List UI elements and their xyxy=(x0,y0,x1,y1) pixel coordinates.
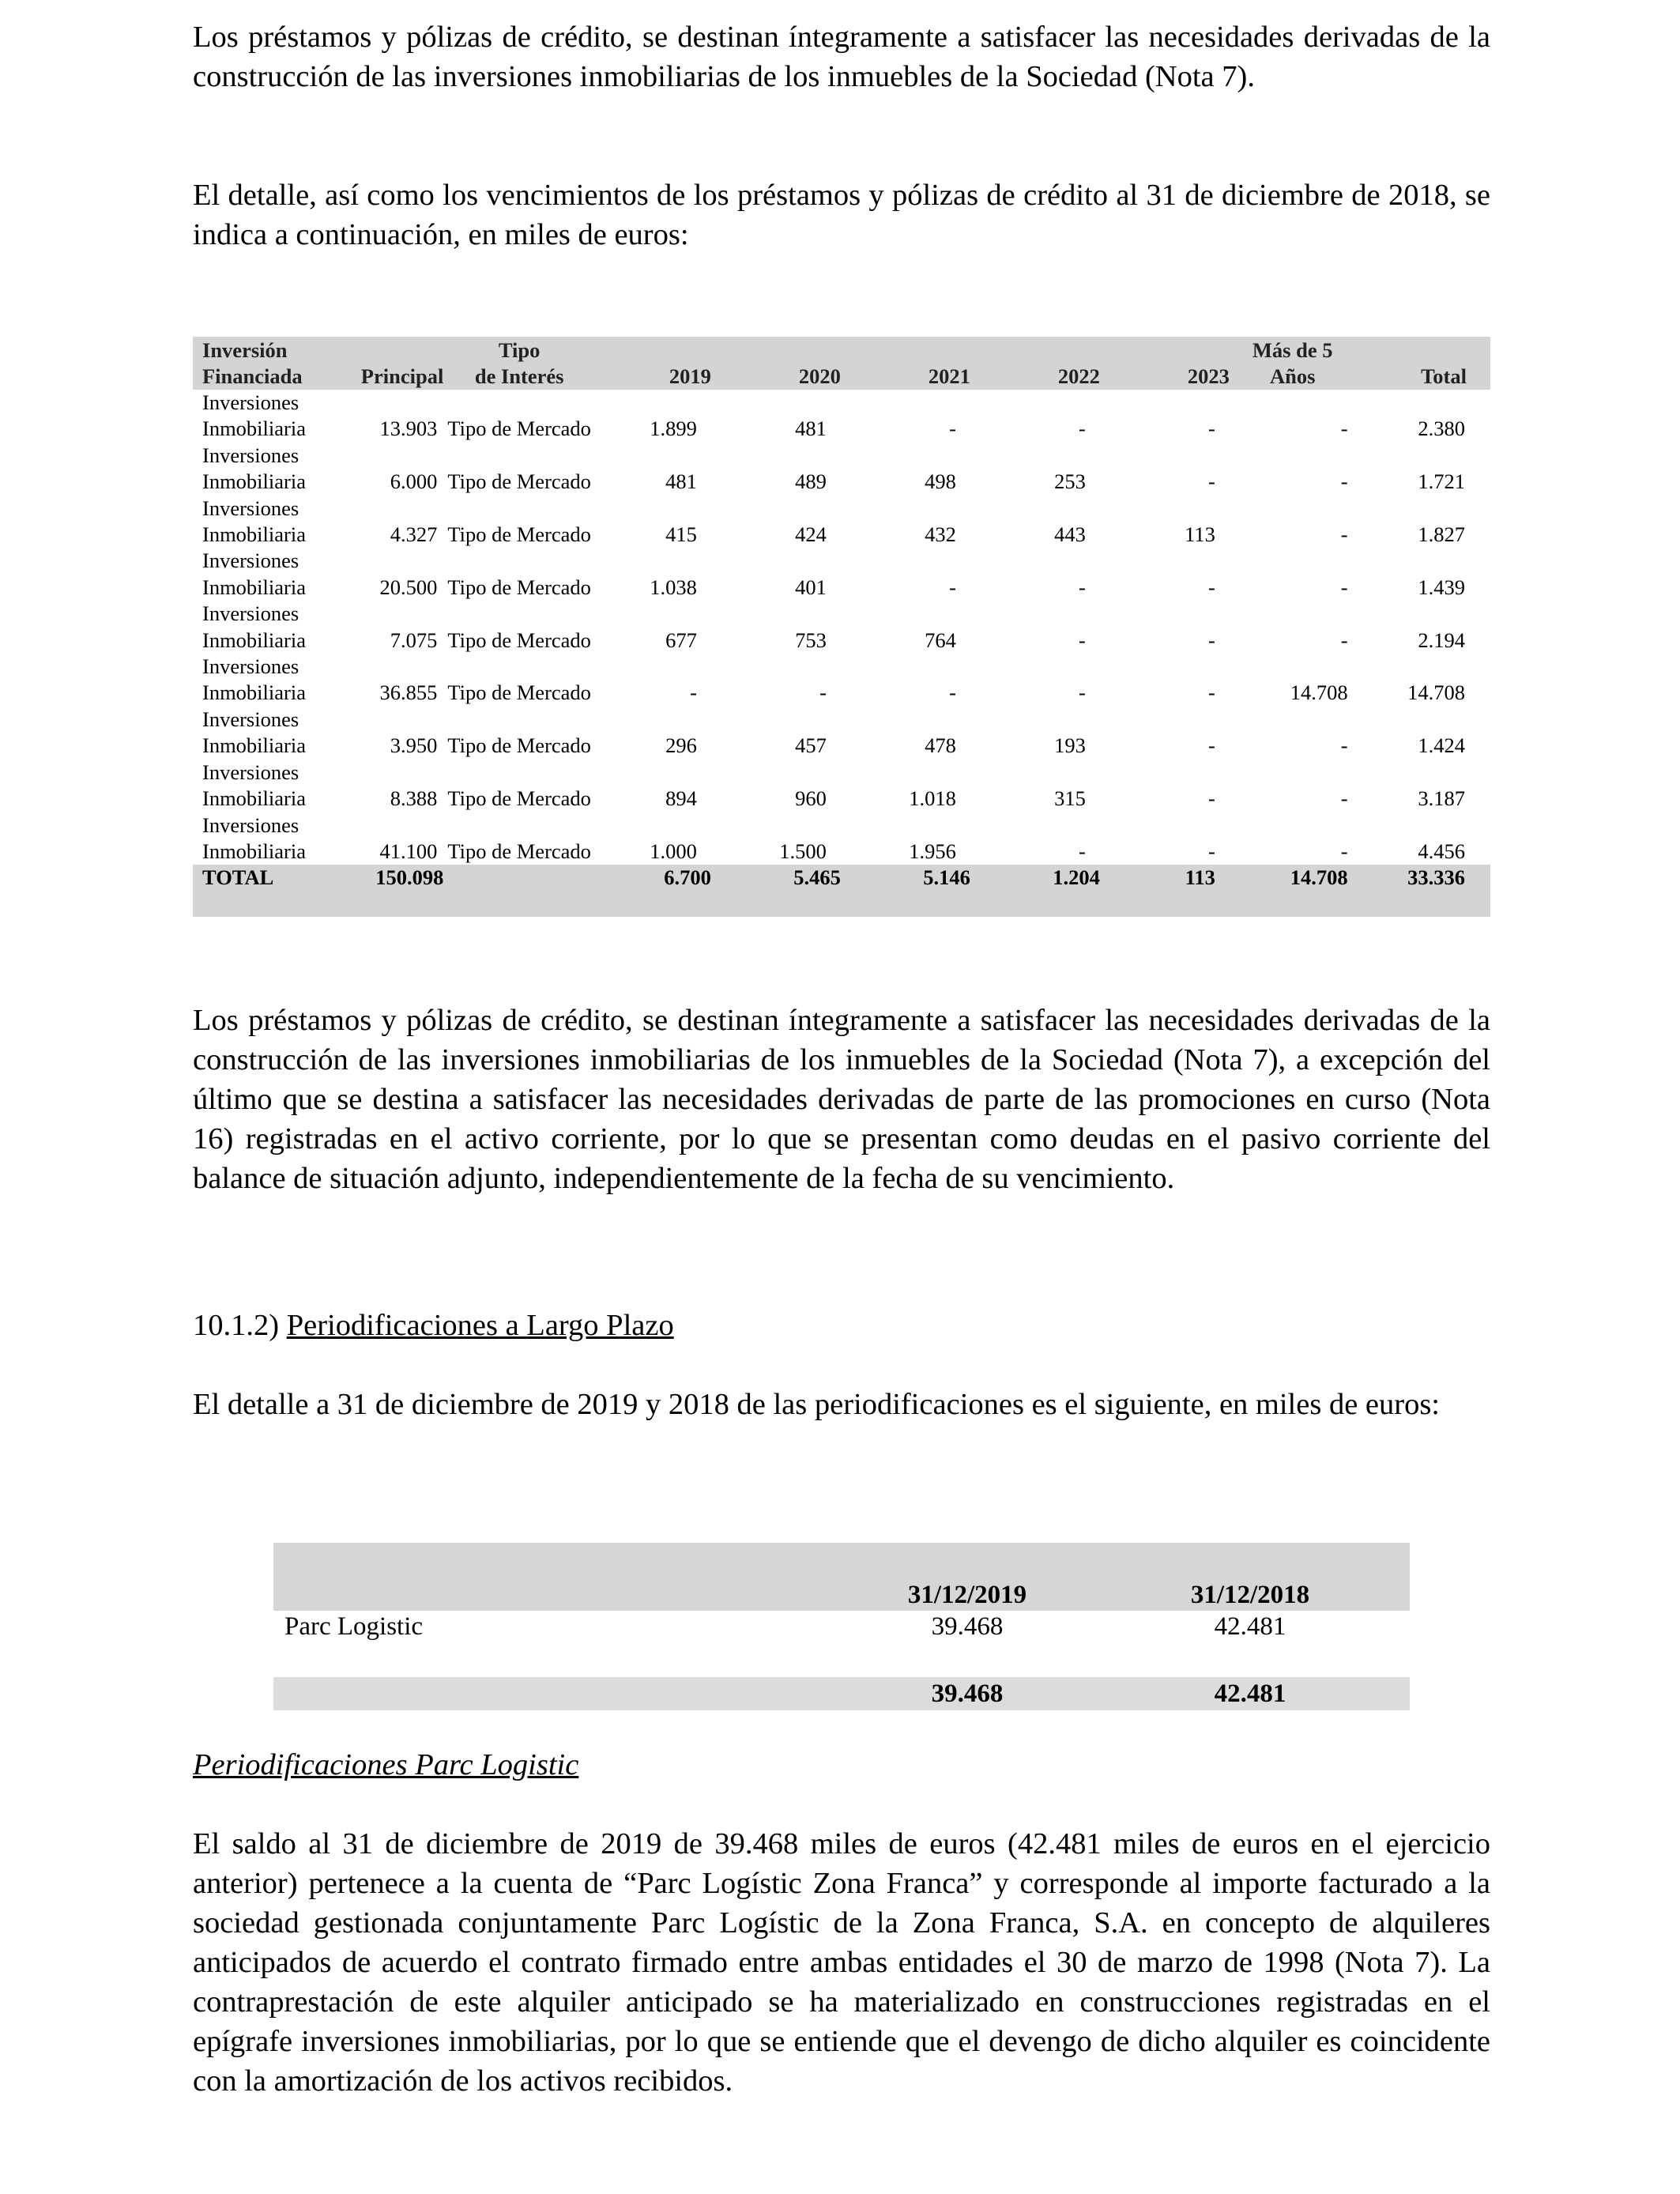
cell-y2023: - xyxy=(1208,575,1215,599)
table-header-row xyxy=(273,1543,1410,1611)
table-total-row xyxy=(273,1677,1410,1710)
table-row xyxy=(193,496,1490,548)
cell-inversion-l2: Inmobiliaria xyxy=(202,628,306,652)
cell-inversion-l2: Inmobiliaria xyxy=(202,469,306,494)
cell-total: 2.380 xyxy=(1418,417,1465,441)
cell-y2023: 113 xyxy=(1185,522,1215,547)
cell-inversion-l1: Inversiones xyxy=(202,548,299,573)
header-31-12-2018: 31/12/2018 xyxy=(1090,1543,1410,1611)
cell-y2020: 1.500 xyxy=(779,839,827,863)
cell-y2022: - xyxy=(1079,628,1086,652)
cell-inversion-l1: Inversiones xyxy=(202,496,299,520)
cell-inversion xyxy=(193,443,348,496)
cell-total: 1.439 xyxy=(1418,575,1465,599)
cell-y2020: 960 xyxy=(795,786,827,811)
subsection-heading: Periodificaciones Parc Logistic xyxy=(193,1748,579,1781)
total-label: TOTAL xyxy=(193,865,348,917)
cell-y2022: - xyxy=(1079,417,1086,441)
cell-tipo: Tipo de Mercado xyxy=(447,469,591,494)
section-number: 10.1.2) xyxy=(193,1309,280,1342)
total-2021: 5.146 xyxy=(841,865,970,917)
header-2020: 2020 xyxy=(711,337,841,390)
paragraph-detail-loans: El detalle, así como los vencimientos de los préstamos y pólizas de crédito al 31 de diciembre de 2018, se indica a continuación, en miles de euros: xyxy=(193,179,1490,251)
header-principal: Principal xyxy=(348,337,443,390)
cell-inversion-l2: Inmobiliaria xyxy=(202,733,306,758)
cell-inversion xyxy=(193,601,348,654)
cell-principal: 13.903 xyxy=(379,417,438,441)
cell-inversion xyxy=(193,496,348,548)
periodificaciones-table xyxy=(273,1543,1410,1710)
header-2022: 2022 xyxy=(970,337,1100,390)
header-2021: 2021 xyxy=(841,337,970,390)
cell-y2021: 1.018 xyxy=(909,786,956,811)
cell-y2022: - xyxy=(1079,839,1086,863)
loans-maturity-table xyxy=(193,337,1490,917)
table-row xyxy=(193,812,1490,865)
total-total: 33.336 xyxy=(1356,865,1490,917)
cell-y2020: 424 xyxy=(795,522,827,547)
header-inversion: Inversión Financiada xyxy=(193,337,348,390)
cell-inversion xyxy=(193,707,348,760)
cell-y2022: 193 xyxy=(1054,733,1086,758)
cell-inversion-l2: Inmobiliaria xyxy=(202,839,306,863)
header-tipo: Tipo de Interés xyxy=(443,337,595,390)
table-row xyxy=(193,601,1490,654)
table-row xyxy=(193,707,1490,760)
cell-y2022: 315 xyxy=(1054,786,1086,811)
row-2018: 42.481 xyxy=(1214,1612,1286,1641)
cell-y2021: 432 xyxy=(925,522,956,547)
cell-tipo: Tipo de Mercado xyxy=(447,417,591,441)
total-mas-5: 14.708 xyxy=(1230,865,1356,917)
cell-inversion-l1: Inversiones xyxy=(202,601,299,626)
cell-y2023: - xyxy=(1208,417,1215,441)
total-2020: 5.465 xyxy=(711,865,841,917)
table-header-row xyxy=(193,337,1490,390)
cell-y2023: - xyxy=(1208,628,1215,652)
cell-y2022: - xyxy=(1079,575,1086,599)
cell-y2020: 753 xyxy=(795,628,827,652)
cell-y2019: 481 xyxy=(665,469,697,494)
cell-principal: 3.950 xyxy=(390,733,438,758)
cell-y2020: 457 xyxy=(795,733,827,758)
row-2019: 39.468 xyxy=(931,1612,1004,1641)
cell-inversion-l1: Inversiones xyxy=(202,707,299,731)
cell-mas: - xyxy=(1340,575,1348,599)
cell-y2023: - xyxy=(1208,469,1215,494)
section-heading xyxy=(193,1306,674,1345)
total-label xyxy=(273,1677,844,1710)
cell-mas: - xyxy=(1340,417,1348,441)
total-2019: 6.700 xyxy=(595,865,711,917)
cell-inversion-l2: Inmobiliaria xyxy=(202,575,306,599)
table-row xyxy=(273,1611,1410,1642)
cell-tipo: Tipo de Mercado xyxy=(447,522,591,547)
paragraph-loans-purpose: Los préstamos y pólizas de crédito, se destinan íntegramente a satisfacer las necesidades derivadas de la construcción de las inversiones inmobiliarias de los inmuebles de la Sociedad (Nota 7), a excepción del último que se destina a satisfacer las necesidades derivadas de parte de las promociones en curso (Nota 16) registradas en el activo corriente, por lo que se presentan como deudas en el pasivo corriente del balance de situación adjunto, independientemente de la fecha de su vencimiento. xyxy=(193,1004,1490,1195)
table-row xyxy=(193,390,1490,443)
cell-y2023: - xyxy=(1208,786,1215,811)
cell-inversion xyxy=(193,812,348,865)
cell-total: 1.721 xyxy=(1418,469,1465,494)
cell-mas: 14.708 xyxy=(1290,680,1348,705)
cell-y2021: - xyxy=(949,417,956,441)
cell-y2023: - xyxy=(1208,680,1215,705)
cell-inversion xyxy=(193,760,348,812)
cell-principal: 8.388 xyxy=(390,786,438,811)
cell-y2023: - xyxy=(1208,733,1215,758)
cell-tipo: Tipo de Mercado xyxy=(447,839,591,863)
cell-inversion-l2: Inmobiliaria xyxy=(202,522,306,547)
cell-y2020: 481 xyxy=(795,417,827,441)
cell-mas: - xyxy=(1340,786,1348,811)
cell-inversion-l1: Inversiones xyxy=(202,760,299,784)
header-total: Total xyxy=(1356,337,1490,390)
cell-total: 2.194 xyxy=(1418,628,1465,652)
cell-y2019: 415 xyxy=(665,522,697,547)
total-2023: 113 xyxy=(1100,865,1230,917)
table-row xyxy=(193,760,1490,812)
cell-y2019: 1.899 xyxy=(650,417,697,441)
cell-y2021: - xyxy=(949,680,956,705)
cell-mas: - xyxy=(1340,839,1348,863)
cell-inversion-l1: Inversiones xyxy=(202,443,299,467)
header-2023: 2023 xyxy=(1100,337,1230,390)
cell-y2019: 296 xyxy=(665,733,697,758)
cell-y2019: 677 xyxy=(665,628,697,652)
row-label: Parc Logistic xyxy=(284,1612,424,1641)
total-principal: 150.098 xyxy=(348,865,443,917)
paragraph-intro: Los préstamos y pólizas de crédito, se destinan íntegramente a satisfacer las necesidades derivadas de la construcción de las inversiones inmobiliarias de los inmuebles de la Sociedad (Nota 7). xyxy=(193,21,1490,93)
cell-y2019: 1.000 xyxy=(650,839,697,863)
table-row xyxy=(193,443,1490,496)
cell-y2021: 498 xyxy=(925,469,956,494)
cell-inversion-l1: Inversiones xyxy=(202,654,299,679)
cell-total: 3.187 xyxy=(1418,786,1465,811)
table-row xyxy=(193,654,1490,707)
cell-y2021: 764 xyxy=(925,628,956,652)
total-tipo xyxy=(443,865,595,917)
cell-principal: 7.075 xyxy=(390,628,438,652)
cell-tipo: Tipo de Mercado xyxy=(447,575,591,599)
header-2019: 2019 xyxy=(595,337,711,390)
paragraph-parc-logistic: El saldo al 31 de diciembre de 2019 de 39.468 miles de euros (42.481 miles de euros en el ejercicio anterior) pertenece a la cuenta de “Parc Logístic Zona Franca” y corresponde al importe facturado a la sociedad gestionada conjuntamente Parc Logístic de la Zona Franca, S.A. en concepto de alquileres anticipados de acuerdo el contrato firmado entre ambas entidades el 30 de marzo de 1998 (Nota 7). La contraprestación de este alquiler anticipado se ha materializado en construcciones registradas en el epígrafe inversiones inmobiliarias, por lo que se entiende que el devengo de dicho alquiler es coincidente con la amortización de los activos recibidos. xyxy=(193,1827,1490,2098)
cell-principal: 4.327 xyxy=(390,522,438,547)
cell-inversion xyxy=(193,390,348,443)
cell-total: 1.827 xyxy=(1418,522,1465,547)
cell-inversion xyxy=(193,654,348,707)
cell-principal: 41.100 xyxy=(379,839,438,863)
cell-inversion-l1: Inversiones xyxy=(202,390,299,414)
paragraph-detail-periodificaciones: El detalle a 31 de diciembre de 2019 y 2018 de las periodificaciones es el siguiente, en miles de euros: xyxy=(193,1388,1440,1421)
cell-tipo: Tipo de Mercado xyxy=(447,628,591,652)
cell-y2023: - xyxy=(1208,839,1215,863)
cell-y2022: - xyxy=(1079,680,1086,705)
cell-y2020: 401 xyxy=(795,575,827,599)
cell-inversion-l1: Inversiones xyxy=(202,812,299,837)
cell-y2021: 1.956 xyxy=(909,839,956,863)
cell-y2021: 478 xyxy=(925,733,956,758)
cell-mas: - xyxy=(1340,733,1348,758)
cell-inversion-l2: Inmobiliaria xyxy=(202,417,306,441)
total-2022: 1.204 xyxy=(970,865,1100,917)
cell-principal: 36.855 xyxy=(379,680,438,705)
header-concept xyxy=(273,1543,844,1611)
cell-y2019: 1.038 xyxy=(650,575,697,599)
cell-tipo: Tipo de Mercado xyxy=(447,786,591,811)
total-2018: 42.481 xyxy=(1090,1677,1410,1710)
cell-y2022: 253 xyxy=(1054,469,1086,494)
cell-total: 14.708 xyxy=(1407,680,1465,705)
cell-tipo: Tipo de Mercado xyxy=(447,680,591,705)
cell-mas: - xyxy=(1340,469,1348,494)
cell-y2019: 894 xyxy=(665,786,697,811)
cell-tipo: Tipo de Mercado xyxy=(447,733,591,758)
cell-y2020: 489 xyxy=(795,469,827,494)
cell-y2019: - xyxy=(690,680,697,705)
section-title: Periodificaciones a Largo Plazo xyxy=(286,1309,674,1342)
cell-inversion xyxy=(193,548,348,601)
cell-mas: - xyxy=(1340,628,1348,652)
cell-y2020: - xyxy=(819,680,827,705)
cell-y2021: - xyxy=(949,575,956,599)
cell-y2022: 443 xyxy=(1054,522,1086,547)
header-31-12-2019: 31/12/2019 xyxy=(844,1543,1090,1611)
total-2019: 39.468 xyxy=(844,1677,1090,1710)
cell-total: 4.456 xyxy=(1418,839,1465,863)
cell-principal: 6.000 xyxy=(390,469,438,494)
spacer-row xyxy=(273,1642,1410,1677)
table-row xyxy=(193,548,1490,601)
cell-inversion-l2: Inmobiliaria xyxy=(202,680,306,705)
header-mas-5: Más de 5 Años xyxy=(1230,337,1356,390)
cell-total: 1.424 xyxy=(1418,733,1465,758)
cell-principal: 20.500 xyxy=(379,575,438,599)
cell-mas: - xyxy=(1340,522,1348,547)
table-total-row xyxy=(193,865,1490,917)
cell-inversion-l2: Inmobiliaria xyxy=(202,786,306,811)
